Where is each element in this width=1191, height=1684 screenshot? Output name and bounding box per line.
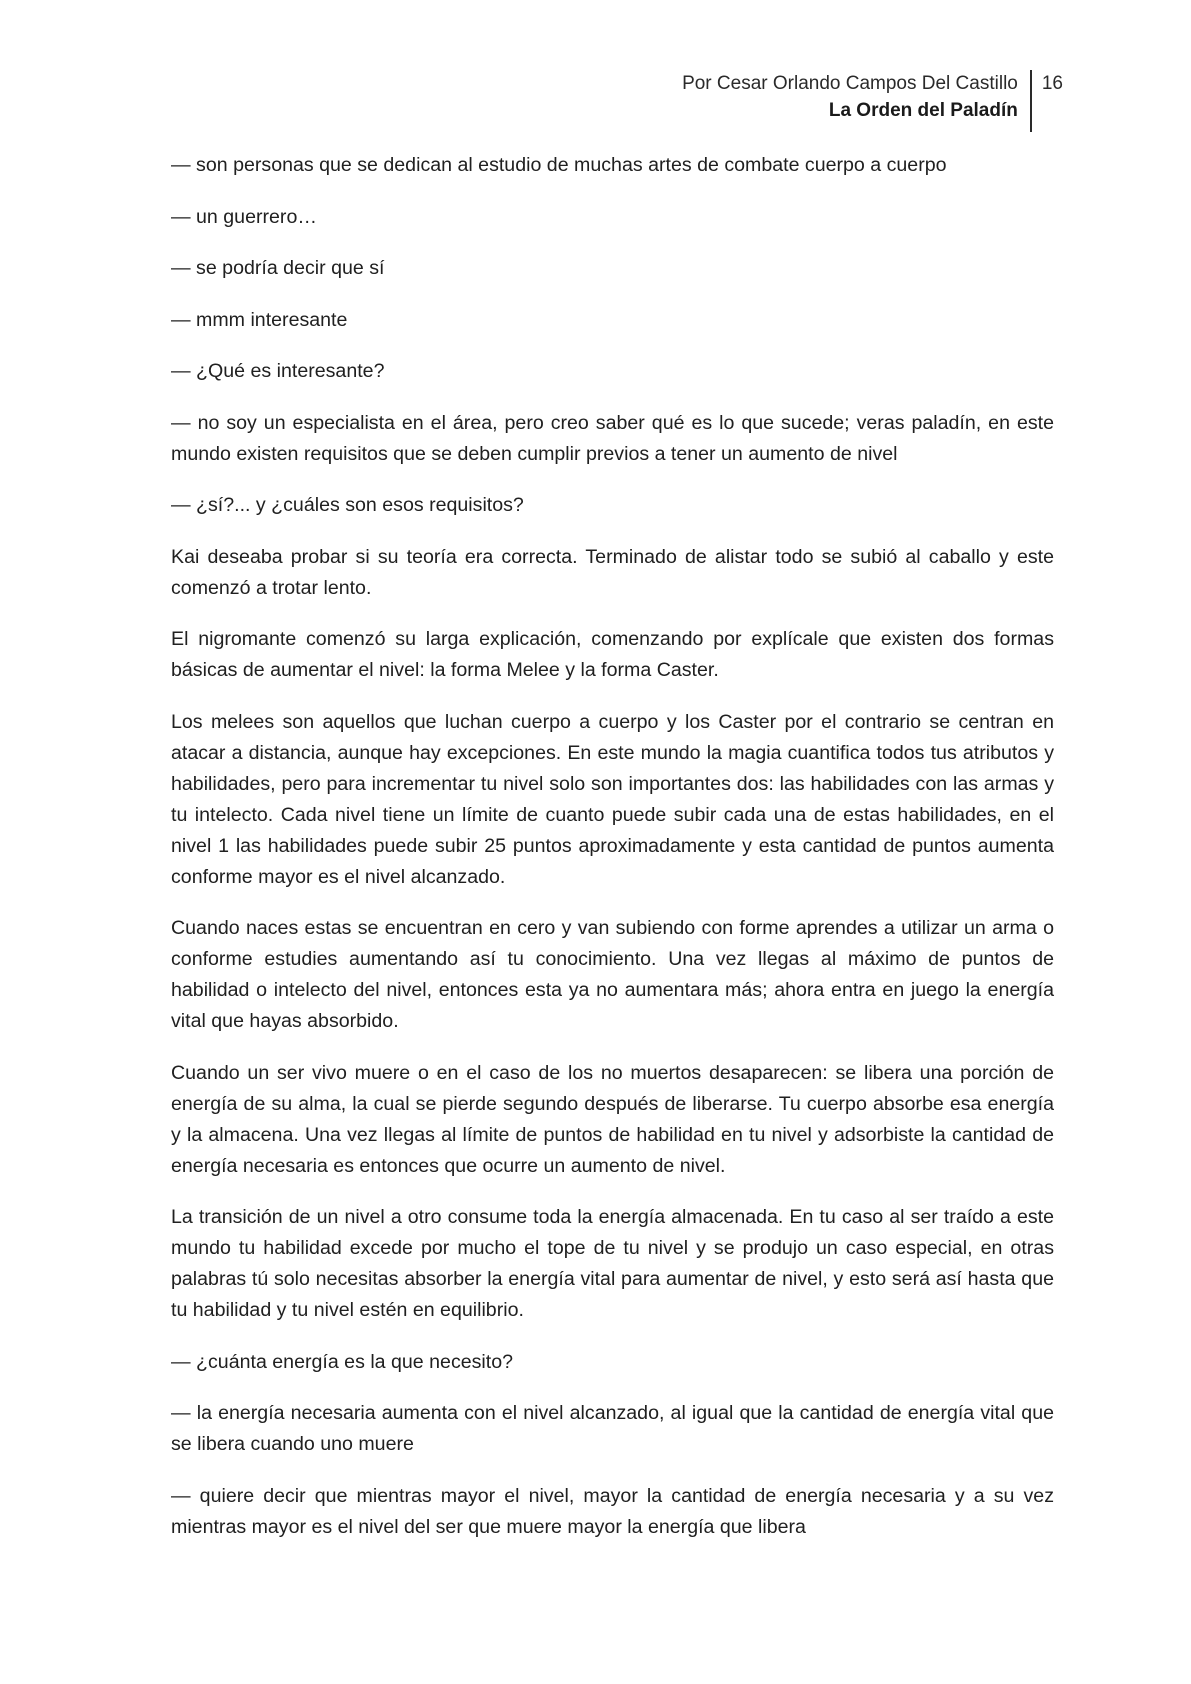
header-author: Por Cesar Orlando Campos Del Castillo (682, 73, 1018, 94)
paragraph: — la energía necesaria aumenta con el nivel alcanzado, al igual que la cantidad de energía vital que se libera cuando uno muere (171, 1402, 1054, 1455)
paragraph: — mmm interesante (171, 308, 348, 331)
paragraph: — ¿sí?... y ¿cuáles son esos requisitos? (171, 494, 524, 516)
paragraph: — un guerrero… (171, 205, 317, 228)
paragraph: — no soy un especialista en el área, pero creo saber qué es lo que sucede; veras paladín, en este mundo existen requisitos que se deben cumplir previos a tener un aumento de nivel (171, 411, 1054, 465)
paragraph: La transición de un nivel a otro consume toda la energía almacenada. En tu caso al ser traído a este mundo tu habilidad excede por mucho el tope de tu nivel y se produjo un caso especial, en otras palabras tú solo necesitas absorber la energía vital para aumentar de nivel, y esto será así hasta que tu habilidad y tu nivel estén en equilibrio. (171, 1206, 1054, 1321)
page-number: 16 (1041, 73, 1063, 94)
page-header (682, 70, 1063, 132)
paragraph: — se podría decir que sí (171, 257, 385, 279)
paragraph: Cuando un ser vivo muere o en el caso de los no muertos desaparecen: se libera una porción de energía de su alma, la cual se pierde segundo después de liberarse. Tu cuerpo absorbe esa energía y la almacena. Una vez llegas al límite de puntos de habilidad en tu nivel y adsorbiste la cantidad de energía necesaria es entonces que ocurre un aumento de nivel. (171, 1061, 1054, 1177)
paragraph: El nigromante comenzó su larga explicación, comenzando por explícale que existen dos formas básicas de aumentar el nivel: la forma Melee y la forma Caster. (171, 628, 1054, 681)
paragraph: Kai deseaba probar si su teoría era correcta. Terminado de alistar todo se subió al caballo y este comenzó a trotar lento. (171, 545, 1054, 599)
page-body (171, 150, 1054, 1563)
paragraph: — son personas que se dedican al estudio de muchas artes de combate cuerpo a cuerpo (171, 154, 947, 176)
header-book-title: La Orden del Paladín (828, 100, 1018, 121)
paragraph: — quiere decir que mientras mayor el nivel, mayor la cantidad de energía necesaria y a su vez mientras mayor es el nivel del ser que muere mayor la energía que libera (171, 1484, 1054, 1538)
paragraph: Cuando naces estas se encuentran en cero y van subiendo con forme aprendes a utilizar un arma o conforme estudies aumentando así tu conocimiento. Una vez llegas al máximo de puntos de habilidad o intelecto del nivel, entonces esta ya no aumentara más; ahora entra en juego la energía vital que hayas absorbido. (171, 917, 1054, 1032)
paragraph: Los melees son aquellos que luchan cuerpo a cuerpo y los Caster por el contrario se centran en atacar a distancia, aunque hay excepciones. En este mundo la magia cuantifica todos tus atributos y habilidades, pero para incrementar tu nivel solo son importantes dos: las habilidades con las armas y tu intelecto. Cada nivel tiene un límite de cuanto puede subir cada una de estas habilidades, en el nivel 1 las habilidades puede subir 25 puntos aproximadamente y esta cantidad de puntos aumenta conforme mayor es el nivel alcanzado. (171, 710, 1054, 888)
header-text-block (682, 70, 1032, 132)
paragraph: — ¿Qué es interesante? (171, 360, 385, 382)
paragraph: — ¿cuánta energía es la que necesito? (171, 1350, 514, 1373)
